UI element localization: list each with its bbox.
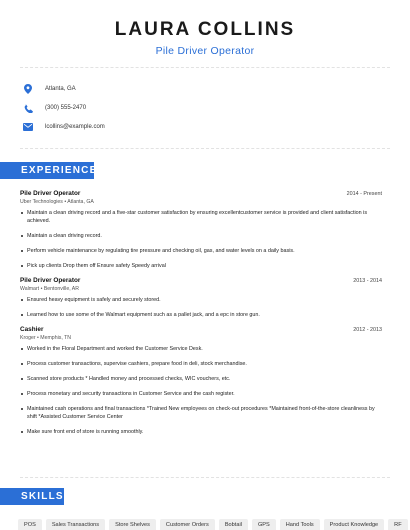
- phone-icon: [21, 101, 35, 115]
- envelope-icon: [21, 120, 35, 134]
- bullet-item: Worked in the Floral Department and worked the Customer Service Desk.: [20, 345, 382, 353]
- bullet-item: Process customer transactions, supervise cashiers, prepare food in deli, stock merchandise.: [20, 360, 382, 368]
- job-title: Pile Driver Operator: [20, 277, 81, 284]
- job-bullets: [20, 296, 382, 319]
- contact-location: [20, 80, 105, 98]
- skill-tag: POS: [18, 519, 42, 530]
- job-location: Atlanta, GA: [67, 199, 94, 205]
- meta-separator: •: [35, 335, 41, 341]
- skill-tag: Product Knowledge: [324, 519, 385, 530]
- job-company: Uber Technologies: [20, 199, 63, 205]
- bullet-item: Ensured heavy equipment is safely and securely stored.: [20, 296, 382, 304]
- job-header: [20, 326, 382, 333]
- job-bullets: [20, 345, 382, 436]
- job-dates: 2014 - Present: [346, 191, 382, 197]
- skills-heading: SKILLS: [0, 488, 64, 505]
- bullet-item: Pick up clients Drop them off Ensure safety Speedy arrival: [20, 262, 382, 270]
- job-company: Walmart: [20, 286, 40, 292]
- job-header: [20, 190, 382, 197]
- job-meta: [20, 286, 382, 292]
- job-entry: [20, 277, 382, 319]
- candidate-name: LAURA COLLINS: [114, 19, 296, 40]
- job-header: [20, 277, 382, 284]
- divider: [20, 67, 390, 68]
- experience-list: [20, 190, 382, 443]
- divider: [20, 148, 390, 149]
- job-bullets: [20, 209, 382, 270]
- map-pin-icon: [21, 82, 35, 96]
- skill-tag: Hand Tools: [280, 519, 320, 530]
- skill-tag: Sales Transactions: [46, 519, 105, 530]
- job-location: Bentonville, AR: [43, 286, 80, 292]
- phone-text: (300) 555-2470: [45, 105, 87, 111]
- job-dates: 2012 - 2013: [353, 327, 382, 333]
- job-meta: [20, 199, 382, 205]
- bullet-item: Perform vehicle maintenance by regulating tire pressure and checking oil, gas, and water levels on a daily basis.: [20, 247, 382, 255]
- bullet-item: Process monetary and security transactions in Customer Service and the cash register.: [20, 390, 382, 398]
- meta-separator: •: [39, 286, 44, 292]
- resume-header: [0, 0, 410, 57]
- divider: [20, 477, 390, 478]
- skills-list: [18, 519, 408, 530]
- skill-tag: Store Shelves: [109, 519, 156, 530]
- email-text[interactable]: lcollins@example.com: [45, 124, 105, 130]
- skill-tag: GPS: [252, 519, 276, 530]
- job-location: Memphis, TN: [40, 335, 72, 341]
- contact-list: [20, 80, 105, 137]
- job-title: Pile Driver Operator: [20, 190, 81, 197]
- contact-email: [20, 118, 105, 136]
- job-dates: 2013 - 2014: [353, 278, 382, 284]
- bullet-item: Learned how to use some of the Walmart equipment such as a pallet jack, and a epc in store gun.: [20, 311, 382, 319]
- bullet-item: Scanned store products * Handled money and processed checks, WIC vouchers, etc.: [20, 375, 382, 383]
- skill-tag: RF: [388, 519, 407, 530]
- skill-tag: Bobtail: [219, 519, 248, 530]
- candidate-title: Pile Driver Operator: [155, 45, 255, 57]
- location-text: Atlanta, GA: [45, 86, 76, 92]
- bullet-item: Make sure front end of store is running smoothly.: [20, 428, 382, 436]
- experience-heading: EXPERIENCE: [0, 162, 94, 179]
- job-entry: [20, 326, 382, 436]
- job-entry: [20, 190, 382, 270]
- bullet-item: Maintain a clean driving record and a five-star customer satisfaction by ensuring excellentcustomer service is provided and client satisfaction is achieved.: [20, 209, 382, 225]
- bullet-item: Maintained cash operations and final transactions *Trained New employees on check-out procedures *Maintained front-of-the-store cleanliness by shift *Assisted Customer Service Center: [20, 405, 382, 421]
- job-company: Kroger: [20, 335, 36, 341]
- bullet-item: Maintain a clean driving record.: [20, 232, 382, 240]
- contact-phone: [20, 99, 105, 117]
- job-meta: [20, 335, 382, 341]
- skill-tag: Customer Orders: [160, 519, 215, 530]
- meta-separator: •: [62, 199, 68, 205]
- job-title: Cashier: [20, 326, 44, 333]
